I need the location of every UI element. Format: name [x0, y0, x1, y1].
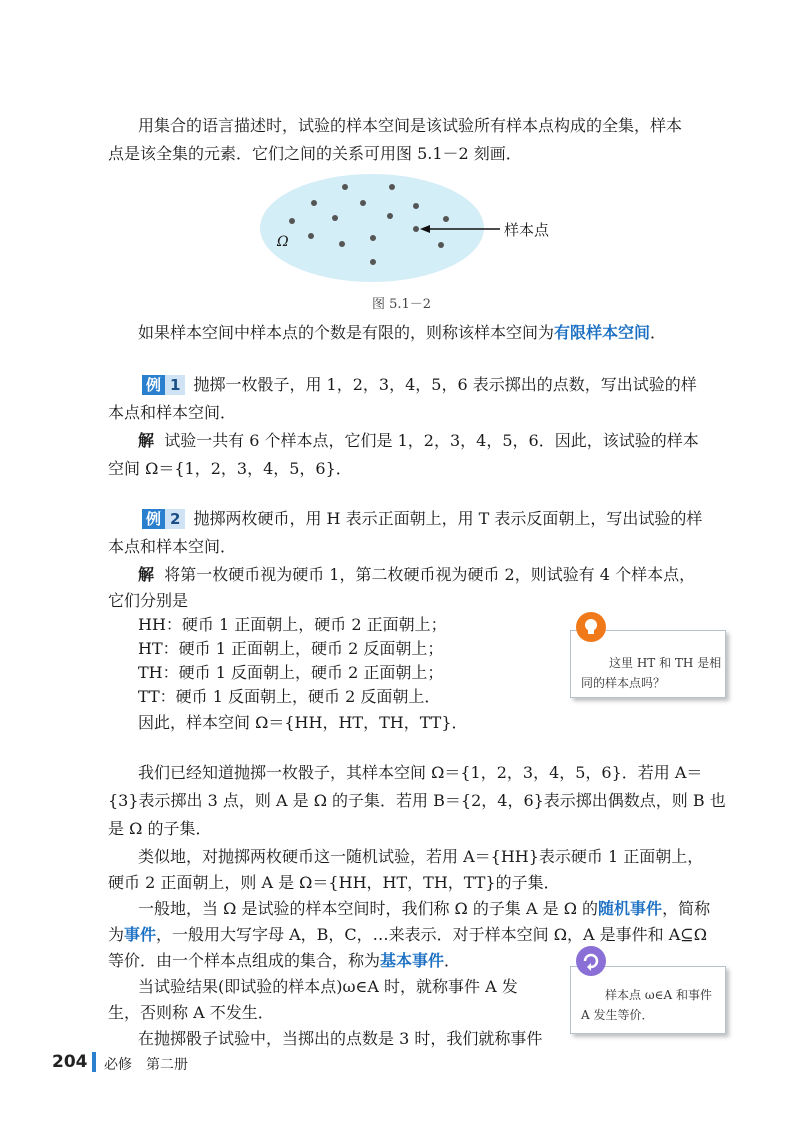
- example1-solution-line-1: [138, 430, 699, 452]
- refresh-icon: [576, 946, 606, 976]
- sample-space-ellipse: [260, 174, 484, 282]
- body-p4-line-1: 当试验结果(即试验的样本点)ω∈A 时，就称事件 A 发: [138, 977, 518, 996]
- body-p3-line-2: [108, 924, 707, 946]
- finite-def-text: 如果样本空间中样本点的个数是有限的，则称该样本空间为: [138, 323, 555, 342]
- body-p3-line-1: [138, 898, 710, 920]
- outcome-ht: HT：硬币 1 正面朝上，硬币 2 反面朝上；: [138, 639, 444, 658]
- event-term: 事件: [124, 925, 157, 944]
- example2-badge: [138, 509, 189, 529]
- solution-label: 解: [138, 565, 155, 584]
- sample-point: [413, 203, 419, 209]
- example1-solution-text: 试验一共有 6 个样本点，它们是 1，2，3，4，5，6．因此，该试验的样本: [164, 431, 699, 450]
- example2-question-line-1: [138, 508, 702, 530]
- sample-point: [332, 215, 338, 221]
- example-number: 1: [165, 375, 185, 395]
- intro-line-1: 用集合的语言描述时，试验的样本空间是该试验所有样本点构成的全集，样本: [138, 116, 683, 135]
- example1-question-line-1: [138, 374, 697, 396]
- sample-point: [289, 218, 295, 224]
- example-word: 例: [142, 509, 165, 529]
- body-p3-text: 等价．由一个样本点组成的集合，称为: [108, 951, 381, 970]
- sample-point: [413, 226, 419, 232]
- example2-question-line-2: 本点和样本空间．: [108, 537, 237, 556]
- side-note-line-2: A 发生等价．: [581, 1008, 654, 1022]
- random-event-term: 随机事件: [598, 899, 663, 918]
- example-word: 例: [142, 375, 165, 395]
- omega-label: Ω: [277, 234, 289, 250]
- example1-question-line-2: 本点和样本空间．: [108, 403, 237, 422]
- page-number: 204: [52, 1052, 88, 1072]
- example2-conclusion: 因此，样本空间 Ω＝{HH，HT，TH，TT}．: [138, 713, 468, 732]
- side-note-line-1: 这里 HT 和 TH 是相: [609, 656, 722, 670]
- example2-solution-line-1: [138, 564, 695, 586]
- sample-point-label: 样本点: [504, 221, 550, 239]
- sample-point: [311, 200, 317, 206]
- example2-question-text: 抛掷两枚硬币，用 H 表示正面朝上，用 T 表示反面朝上，写出试验的样: [193, 509, 703, 528]
- figure-caption: 图 5.1－2: [372, 297, 432, 312]
- sample-point: [342, 184, 348, 190]
- elementary-event-term: 基本事件: [380, 951, 445, 970]
- outcome-hh: HH：硬币 1 正面朝上，硬币 2 正面朝上；: [138, 615, 447, 634]
- side-note-equivalence: [570, 966, 726, 1034]
- sample-space-figure: [0, 172, 800, 292]
- sample-point: [389, 184, 395, 190]
- sample-point: [370, 259, 376, 265]
- outcome-tt: TT：硬币 1 反面朝上，硬币 2 反面朝上．: [138, 687, 441, 706]
- outcome-th: TH：硬币 1 反面朝上，硬币 2 正面朝上；: [138, 663, 444, 682]
- finite-def-end: ．: [650, 323, 667, 342]
- body-p1-line-3: 是 Ω 的子集．: [108, 819, 212, 838]
- body-p4-line-2: 生，否则称 A 不发生．: [108, 1003, 274, 1022]
- solution-label: 解: [138, 431, 155, 450]
- example1-solution-line-2: 空间 Ω＝{1，2，3，4，5，6}．: [108, 459, 352, 478]
- footer-divider: [92, 1052, 96, 1072]
- body-p2-line-2: 硬币 2 正面朝上，则 A 是 Ω＝{HH，HT，TH，TT}的子集．: [108, 873, 560, 892]
- example1-badge: [138, 375, 189, 395]
- example2-solution-line-2: 它们分别是: [108, 591, 189, 610]
- sample-point: [438, 242, 444, 248]
- example1-question-text: 抛掷一枚骰子，用 1，2，3，4，5，6 表示掷出的点数，写出试验的样: [193, 375, 697, 394]
- body-p1-line-1: 我们已经知道抛掷一枚骰子，其样本空间 Ω＝{1，2，3，4，5，6}．若用 A＝: [138, 763, 703, 782]
- sample-point: [339, 241, 345, 247]
- finite-sample-space-term: 有限样本空间: [554, 323, 651, 342]
- body-p1-line-2: {3}表示掷出 3 点，则 A 是 Ω 的子集．若用 B＝{2，4，6}表示掷出偶数点，则 B 也: [108, 791, 726, 810]
- body-p3-text: ，一般用大写字母 A，B，C，…来表示．对于样本空间 Ω，A 是事件和 A⊆Ω: [156, 925, 707, 944]
- intro-line-2: 点是该全集的元素．它们之间的关系可用图 5.1－2 刻画．: [108, 144, 522, 163]
- body-p5-line-1: 在抛掷骰子试验中，当掷出的点数是 3 时，我们就称事件: [138, 1029, 543, 1048]
- body-p3-text: 一般地，当 Ω 是试验的样本空间时，我们称 Ω 的子集 A 是 Ω 的: [138, 899, 599, 918]
- lightbulb-icon: [576, 612, 606, 642]
- body-p3-text: ．: [444, 951, 461, 970]
- book-title: 必修 第二册: [104, 1057, 188, 1073]
- sample-point: [308, 233, 314, 239]
- body-p3-line-3: [108, 950, 460, 972]
- sample-point: [360, 200, 366, 206]
- side-note-line-1: 样本点 ω∈A 和事件: [605, 988, 712, 1002]
- body-p3-text: ，简称: [662, 899, 711, 918]
- sample-point: [387, 213, 393, 219]
- example-number: 2: [165, 509, 185, 529]
- body-p3-text: 为: [108, 925, 125, 944]
- body-p2-line-1: 类似地，对抛掷两枚硬币这一随机试验，若用 A＝{HH}表示硬币 1 正面朝上，: [138, 847, 704, 866]
- sample-point: [370, 235, 376, 241]
- side-note-line-2: 同的样本点吗？: [581, 676, 666, 690]
- finite-definition: [138, 322, 666, 344]
- example2-solution-text: 将第一枚硬币视为硬币 1，第二枚硬币视为硬币 2，则试验有 4 个样本点，: [164, 565, 696, 584]
- sample-point: [443, 216, 449, 222]
